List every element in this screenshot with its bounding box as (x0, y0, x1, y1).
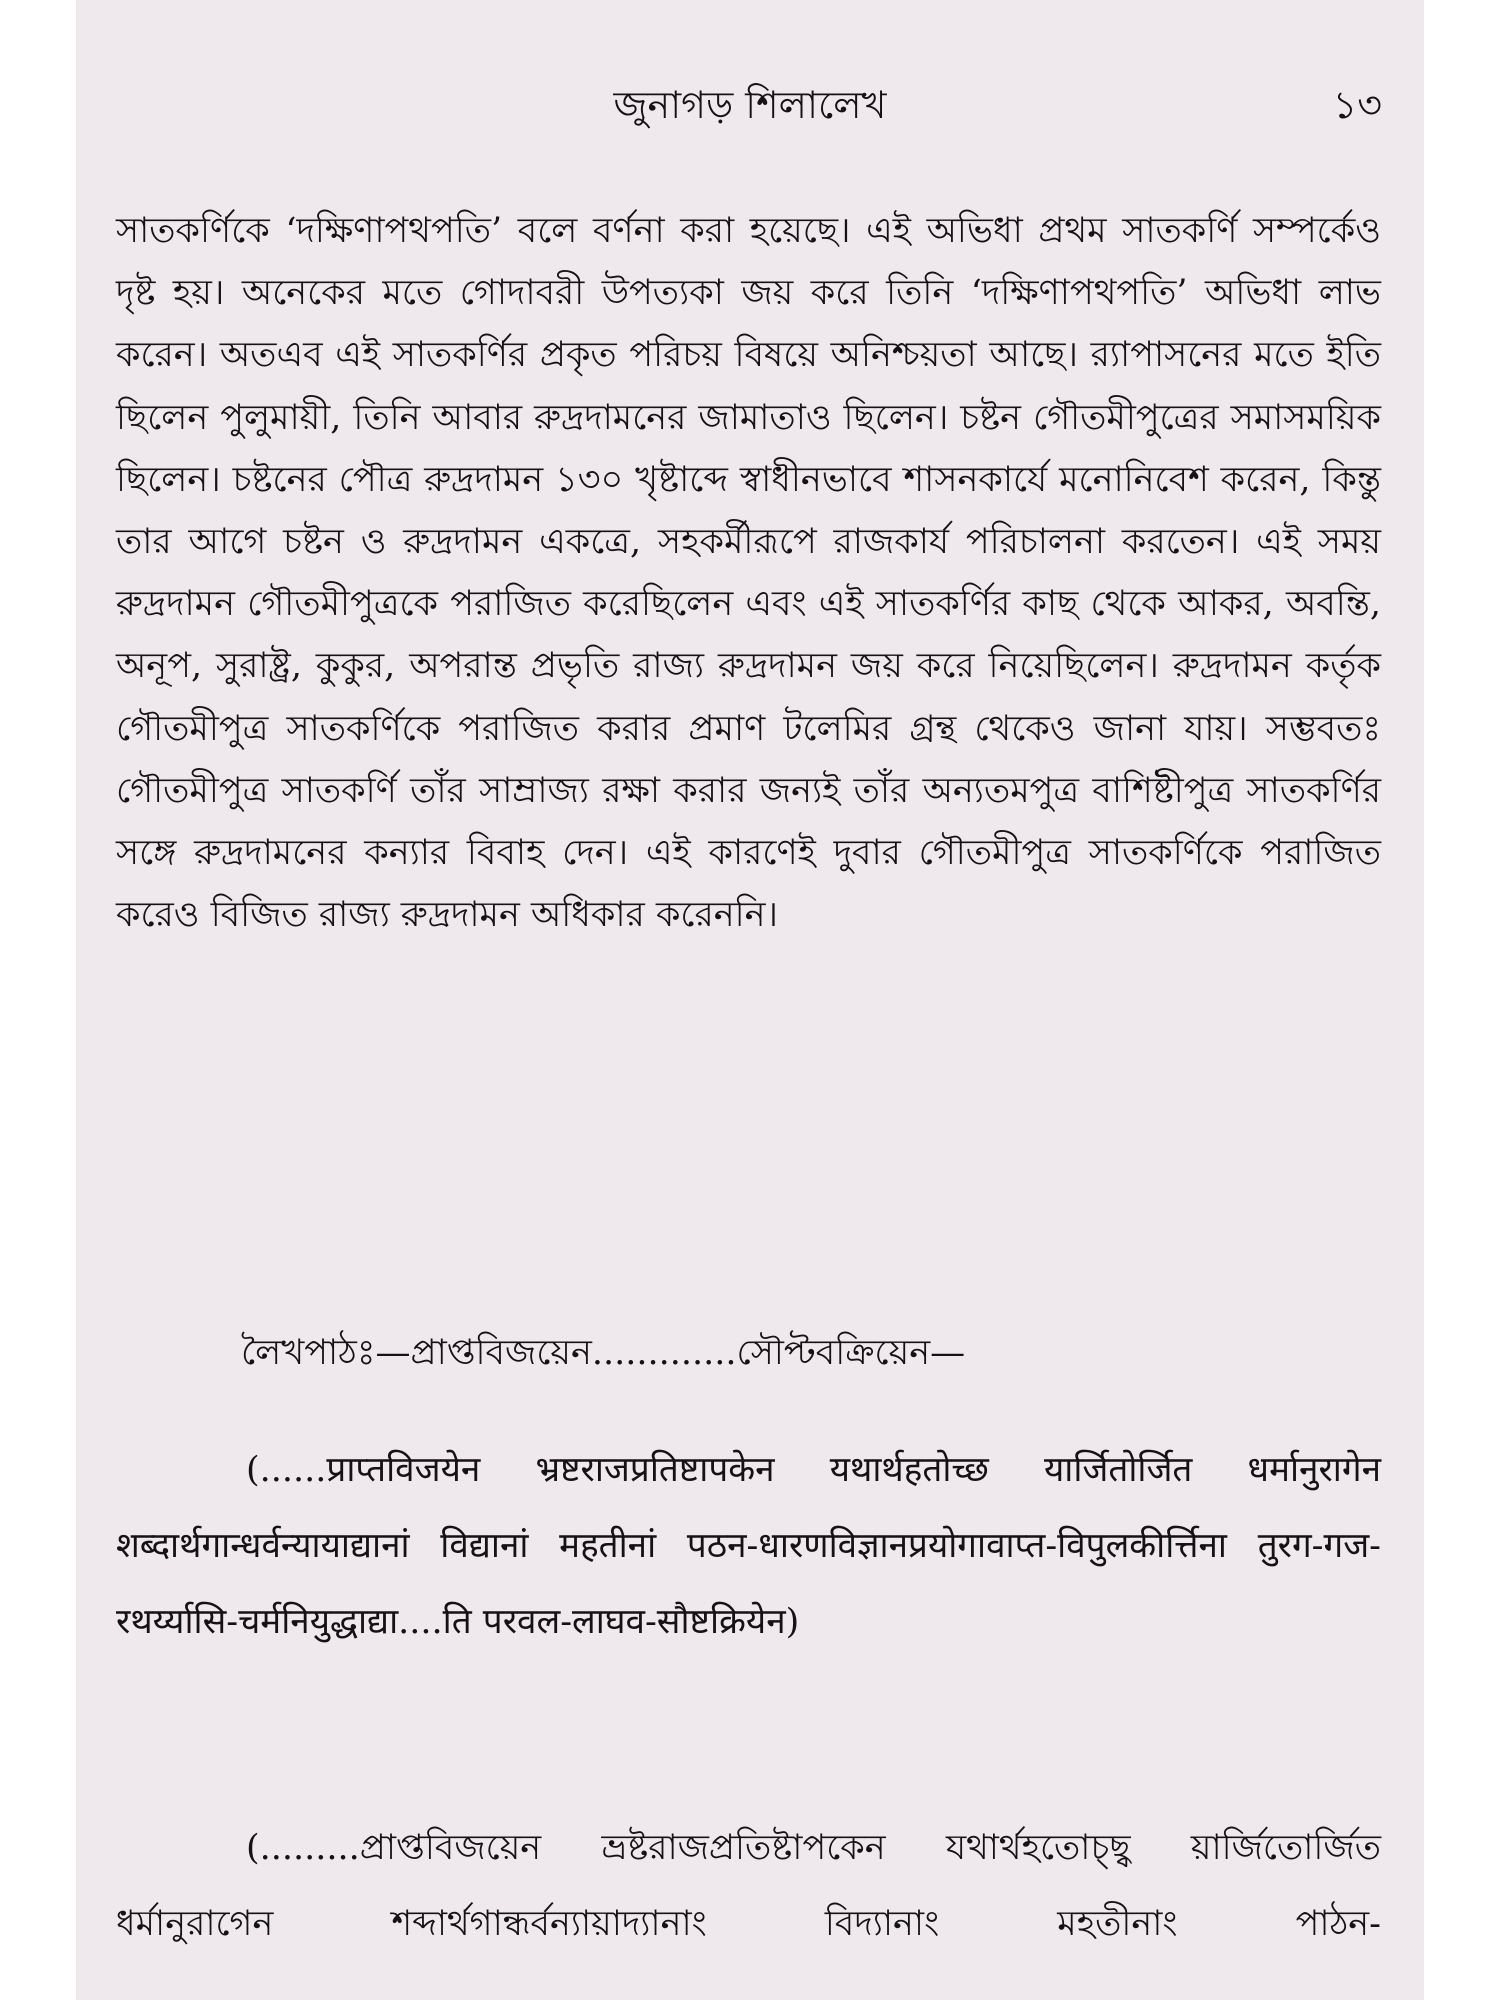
page-number: ১৩ (1332, 83, 1382, 127)
running-header (76, 80, 1424, 130)
book-page (76, 0, 1424, 2000)
body-text (116, 200, 1381, 946)
sanskrit-devanagari-text: (......प्राप्तविजयेन भ्रष्टराजप्रतिष्टापकेन यथार्थहतोच्छ यार्जितोर्जित धर्मानुरागेन शब्दार्थगान्धर्वन्यायाद्यानां विद्यानां महतीनां पठन-धारणविज्ञानप्रयोगावाप्त-विपुलकीर्त्तिना तुरग-गज-रथर्य्यासि-चर्मनियुद्धाद्या....ति परवल-लाघव-सौष्टक्रियेन) (116, 1450, 1381, 1642)
sanskrit-bengali-text: (.........প্রাপ্তবিজয়েন ভ্রষ্টরাজপ্রতিষ্টাপকেন যথার্থহতোচ্ছ্ব য়ার্জিতোর্জিত ধর্মানুরাগেন শব্দার্থগান্ধর্বন্যায়াদ্যানাং বিদ্যানাং মহতীনাং পাঠন- (116, 1828, 1381, 1944)
main-paragraph: সাতকর্ণিকে ‘দক্ষিণাপথপতি’ বলে বর্ণনা করা হয়েছে। এই অভিধা প্রথম সাতকর্ণি সম্পর্কেও দৃষ্ট হয়। অনেকের মতে গোদাবরী উপত্যকা জয় করে তিনি ‘দক্ষিণাপথপতি’ অভিধা লাভ করেন। অতএব এই সাতকর্ণির প্রকৃত পরিচয় বিষয়ে অনিশ্চয়তা আছে। র‍্যাপাসনের মতে ইতি ছিলেন পুলুমায়ী, তিনি আবার রুদ্রদামনের জামাতাও ছিলেন। চষ্টন গৌতমীপুত্রের সমাসময়িক ছিলেন। চষ্টনের পৌত্র রুদ্রদামন ১৩০ খৃষ্টাব্দে স্বাধীনভাবে শাসনকার্যে মনোনিবেশ করেন, কিন্তু তার আগে চষ্টন ও রুদ্রদামন একত্রে, সহকর্মীরূপে রাজকার্য পরিচালনা করতেন। এই সময় রুদ্রদামন গৌতমীপুত্রকে পরাজিত করেছিলেন এবং এই সাতকর্ণির কাছ থেকে আকর, অবন্তি, অনূপ, সুরাষ্ট্র, কুকুর, অপরান্ত প্রভৃতি রাজ্য রুদ্রদামন জয় করে নিয়েছিলেন। রুদ্রদামন কর্তৃক গৌতমীপুত্র সাতকর্ণিকে পরাজিত করার প্রমাণ টলেমির গ্রন্থ থেকেও জানা যায়। সম্ভবতঃ গৌতমীপুত্র সাতকর্ণি তাঁর সাম্রাজ্য রক্ষা করার জন্যই তাঁর অন্যতমপুত্র বাশিষ্টীপুত্র সাতকর্ণির সঙ্গে রুদ্রদামনের কন্যার বিবাহ দেন। এই কারণেই দুবার গৌতমীপুত্র সাতকর্ণিকে পরাজিত করেও বিজিত রাজ্য রুদ্রদামন অধিকার করেননি। (116, 211, 1381, 936)
reading-line: লৈখপাঠঃ—প্রাপ্তবিজয়েন.............সৌপ্টবক্রিয়েন— (241, 1333, 966, 1373)
running-title: জুনাগড় শিলালেখ (613, 83, 887, 127)
